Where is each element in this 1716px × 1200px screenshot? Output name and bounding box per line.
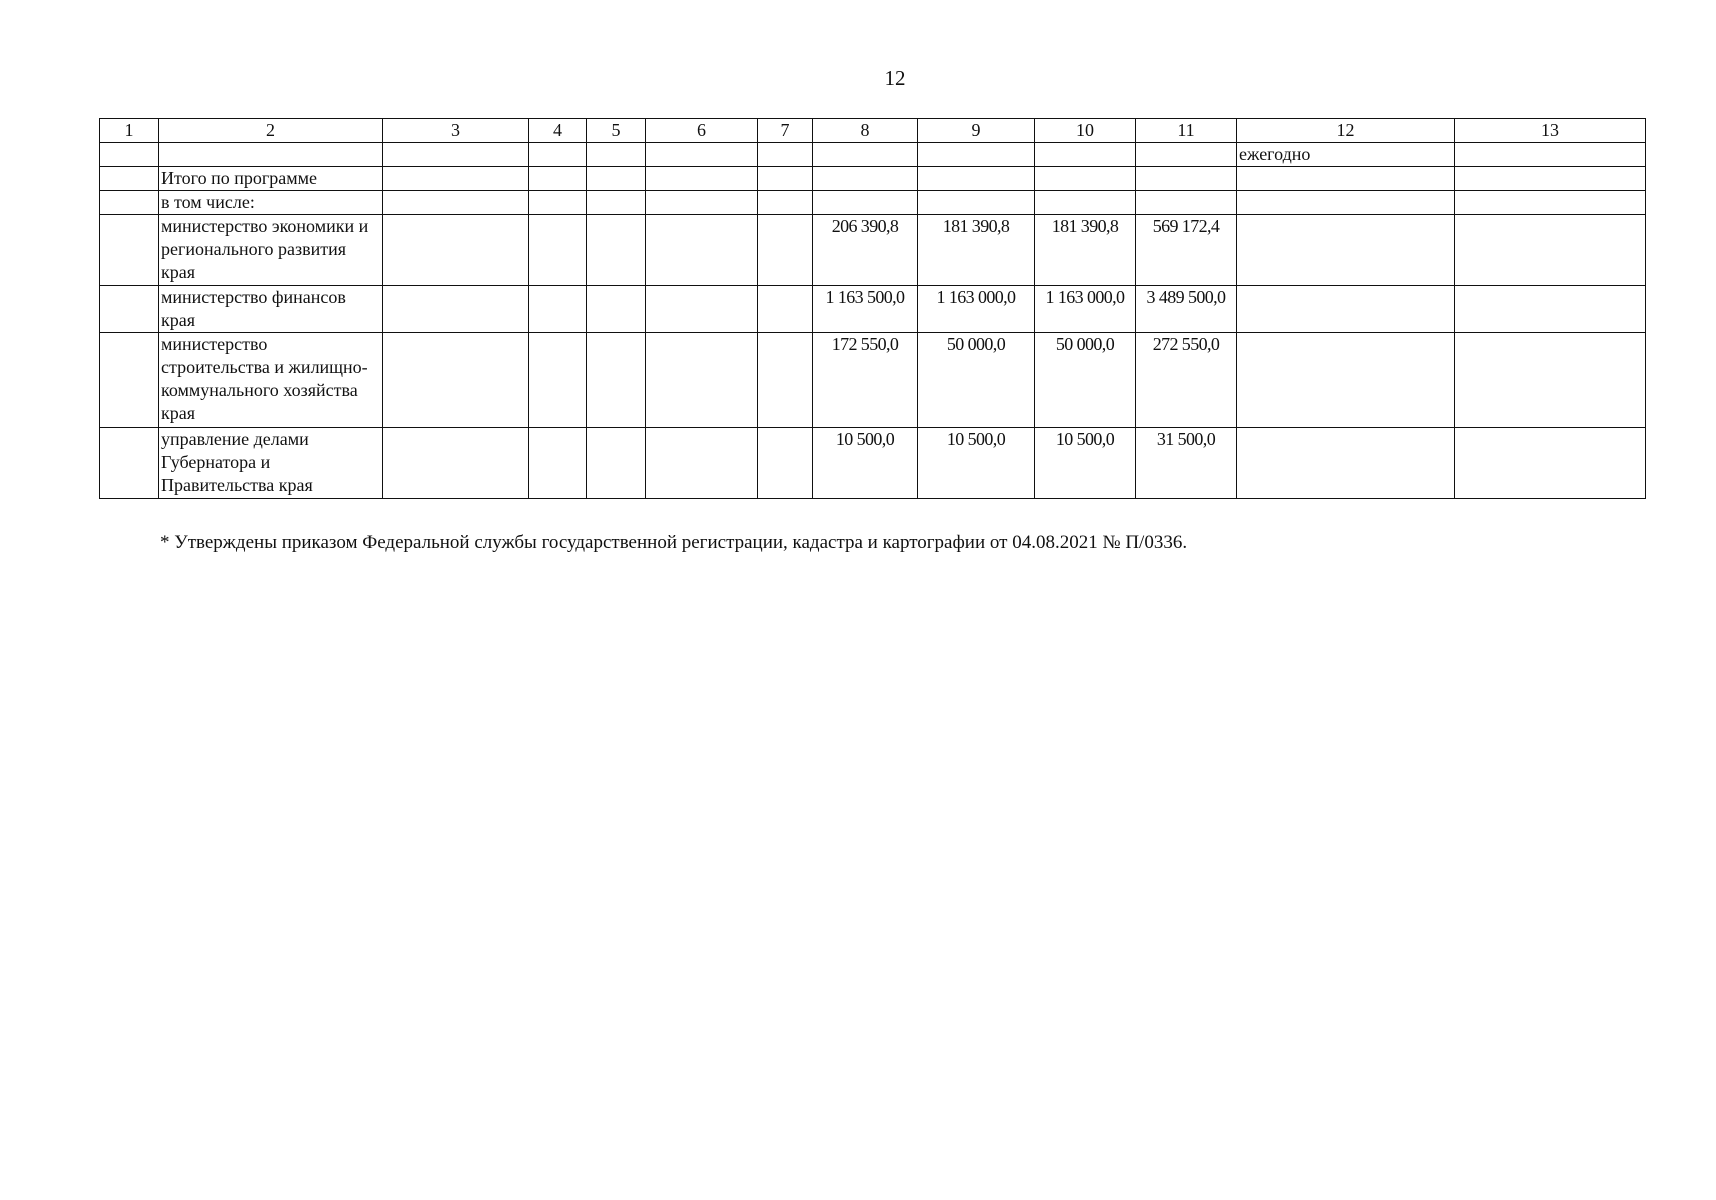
column-number: 11 xyxy=(1136,119,1237,143)
amount-col8: 10 500,0 xyxy=(813,428,918,499)
executor-name: министерство экономики и регионального развития края xyxy=(159,215,383,286)
amount-col11: 272 550,0 xyxy=(1136,333,1237,428)
including-label: в том числе: xyxy=(159,191,383,215)
column-number: 5 xyxy=(587,119,646,143)
amount-col8: 206 390,8 xyxy=(813,215,918,286)
column-number: 8 xyxy=(813,119,918,143)
total-label: Итого по программе xyxy=(159,167,383,191)
amount-col10: 50 000,0 xyxy=(1035,333,1136,428)
amount-col9: 50 000,0 xyxy=(918,333,1035,428)
column-number: 4 xyxy=(529,119,587,143)
amount-col11: 569 172,4 xyxy=(1136,215,1237,286)
amount-col8: 172 550,0 xyxy=(813,333,918,428)
column-number: 7 xyxy=(758,119,813,143)
total-row xyxy=(100,167,1646,191)
column-number: 13 xyxy=(1455,119,1646,143)
column-number: 6 xyxy=(646,119,758,143)
amount-col9: 181 390,8 xyxy=(918,215,1035,286)
amount-col8: 1 163 500,0 xyxy=(813,286,918,333)
executor-name: министерство строительства и жилищно-коммунального хозяйства края xyxy=(159,333,383,428)
column-number: 10 xyxy=(1035,119,1136,143)
executor-name: министерство финансов края xyxy=(159,286,383,333)
column-number: 3 xyxy=(383,119,529,143)
including-row xyxy=(100,191,1646,215)
table-row xyxy=(100,428,1646,499)
executor-name: управление делами Губернатора и Правительства края xyxy=(159,428,383,499)
footnote: * Утверждены приказом Федеральной службы государственной регистрации, кадастра и картографии от 04.08.2021 № П/0336. xyxy=(160,532,1188,553)
amount-col10: 1 163 000,0 xyxy=(1035,286,1136,333)
frequency-cell: ежегодно xyxy=(1237,143,1455,167)
table-row xyxy=(100,215,1646,286)
column-number: 1 xyxy=(100,119,159,143)
table-row xyxy=(100,333,1646,428)
amount-col11: 31 500,0 xyxy=(1136,428,1237,499)
amount-col9: 1 163 000,0 xyxy=(918,286,1035,333)
column-number: 2 xyxy=(159,119,383,143)
page-number: 12 xyxy=(884,66,906,90)
amount-col10: 181 390,8 xyxy=(1035,215,1136,286)
amount-col11: 3 489 500,0 xyxy=(1136,286,1237,333)
amount-col10: 10 500,0 xyxy=(1035,428,1136,499)
frequency-row xyxy=(100,143,1646,167)
table-row xyxy=(100,286,1646,333)
column-number: 12 xyxy=(1237,119,1455,143)
amount-col9: 10 500,0 xyxy=(918,428,1035,499)
program-table xyxy=(99,118,1646,499)
column-number-row xyxy=(100,119,1646,143)
column-number: 9 xyxy=(918,119,1035,143)
